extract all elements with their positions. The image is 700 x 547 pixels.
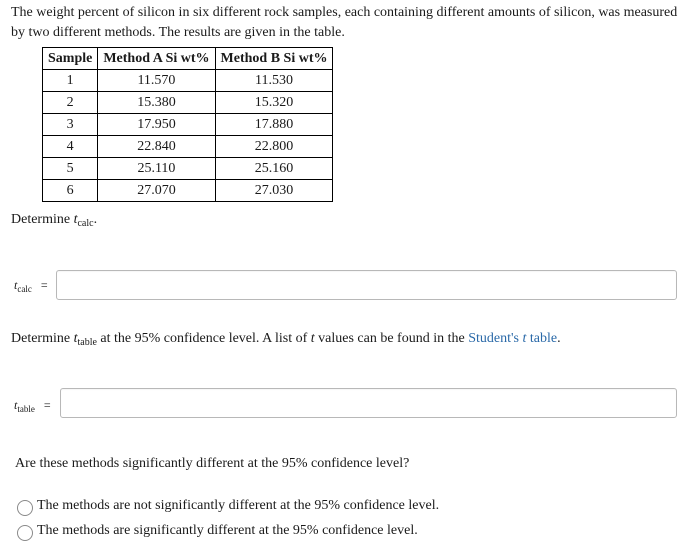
table-row [43,180,333,202]
cell-sample: 2 [43,92,98,114]
table-row [43,136,333,158]
cell-method-a: 27.070 [98,180,215,202]
header-sample: Sample [43,48,98,70]
t-calc-input[interactable] [56,270,677,300]
cell-method-a: 11.570 [98,70,215,92]
radio-not-significant[interactable] [17,500,33,516]
radio-significant[interactable] [17,525,33,541]
option-significant-label[interactable]: The methods are significantly different at the 95% confidence level. [37,523,418,538]
cell-method-b: 15.320 [215,92,333,114]
cell-method-b: 17.880 [215,114,333,136]
table-row [43,92,333,114]
cell-sample: 1 [43,70,98,92]
question-t-calc: Determine $t_{calc}$. [11,212,98,229]
students-t-table-link[interactable]: Student's t table [468,331,558,346]
cell-method-a: 17.950 [98,114,215,136]
cell-sample: 6 [43,180,98,202]
table-header-row [43,48,333,70]
cell-method-b: 25.160 [215,158,333,180]
header-method-a: Method A Si wt% [98,48,215,70]
option-not-significant-label[interactable]: The methods are not significantly different at the 95% confidence level. [37,498,440,513]
header-method-b: Method B Si wt% [215,48,333,70]
data-table [42,47,333,202]
question-intro: The weight percent of silicon in six different rock samples, each containing different amounts of silicon, was measured by two different methods. The results are given in the table. [11,5,678,40]
table-row [43,158,333,180]
cell-sample: 4 [43,136,98,158]
cell-method-a: 15.380 [98,92,215,114]
cell-method-a: 25.110 [98,158,215,180]
cell-method-b: 11.530 [215,70,333,92]
cell-sample: 3 [43,114,98,136]
t-table-input[interactable] [60,388,677,418]
cell-method-b: 22.800 [215,136,333,158]
table-row [43,114,333,136]
cell-method-b: 27.030 [215,180,333,202]
cell-method-a: 22.840 [98,136,215,158]
question-t-table: Determine $t_{table}$ at the 95% confidence level. A list of t values can be found in the Student's t table. [11,331,561,348]
table-row [43,70,333,92]
t-calc-label: $t_{calc}$ = [14,278,48,294]
cell-sample: 5 [43,158,98,180]
t-table-label: $t_{table}$ = [14,398,51,414]
question-significance: Are these methods significantly different at the 95% confidence level? [15,456,410,471]
